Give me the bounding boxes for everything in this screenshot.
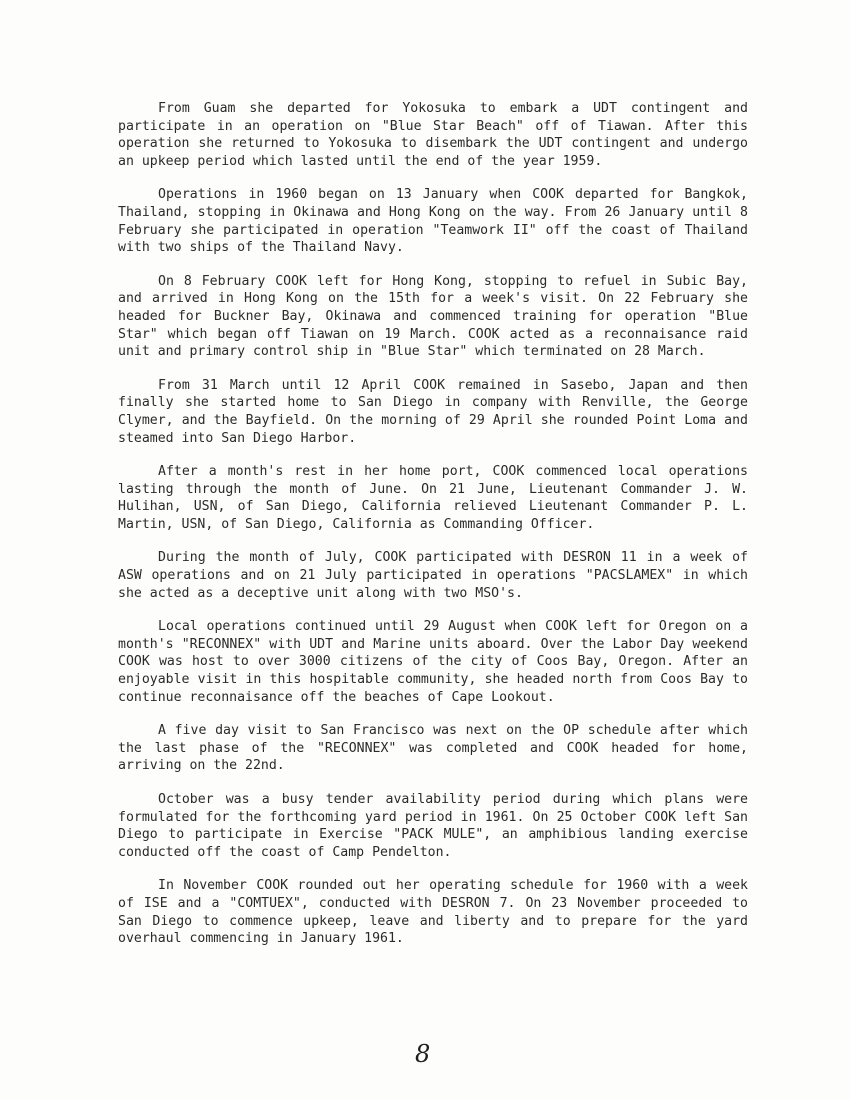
paragraph-sasebo-return: From 31 March until 12 April COOK remained in Sasebo, Japan and then finally she started home to San Diego in company with Renville, the George Clymer, and the Bayfield. On the morning of 29 April she rounded Point Loma and steamed into San Diego Harbor.: [118, 377, 748, 446]
body-text: [118, 100, 748, 964]
paragraph-november-schedule: In November COOK rounded out her operating schedule for 1960 with a week of ISE and a "COMTUEX", conducted with DESRON 7. On 23 November proceeded to San Diego to commence upkeep, leave and liberty and to prepare for the yard overhaul commencing in January 1961.: [118, 878, 748, 947]
paragraph-san-francisco: A five day visit to San Francisco was next on the OP schedule after which the last phase of the "RECONNEX" was completed and COOK headed for home, arriving on the 22nd.: [118, 723, 748, 774]
paragraph-hong-kong: On 8 February COOK left for Hong Kong, stopping to refuel in Subic Bay, and arrived in Hong Kong on the 15th for a week's visit. On 22 February she headed for Buckner Bay, Okinawa and commenced training for operation "Blue Star" which began off Tiawan on 19 March. COOK acted as a reconnaisance raid unit and primary control ship in "Blue Star" which terminated on 28 March.: [118, 273, 748, 360]
page-number: 8: [415, 1040, 431, 1068]
paragraph-october-tender: October was a busy tender availability period during which plans were formulated for the forthcoming yard period in 1961. On 25 October COOK left San Diego to participate in Exercise "PACK MULE", an amphibious landing exercise conducted off the coast of Camp Pendelton.: [118, 792, 748, 860]
paragraph-oregon-reconnex: Local operations continued until 29 August when COOK left for Oregon on a month's "RECONNEX" with UDT and Marine units aboard. Over the Labor Day weekend COOK was host to over 3000 citizens of the city of Coos Bay, Oregon. After an enjoyable visit in this hospitable community, she headed north from Coos Bay to continue reconnaisance off the beaches of Cape Lookout.: [118, 619, 748, 705]
paragraph-guam-yokosuka: From Guam she departed for Yokosuka to embark a UDT contingent and participate in an operation on "Blue Star Beach" off of Tiawan. After this operation she returned to Yokosuka to disembark the UDT contingent and undergo an upkeep period which lasted until the end of the year 1959.: [118, 101, 748, 169]
paragraph-operations-1960: Operations in 1960 began on 13 January when COOK departed for Bangkok, Thailand, stopping in Okinawa and Hong Kong on the way. From 26 January until 8 February she participated in operation "Teamwork II" off the coast of Thailand with two ships of the Thailand Navy.: [118, 187, 748, 256]
paragraph-july-desron: During the month of July, COOK participated with DESRON 11 in a week of ASW operations and on 21 July participated in operations "PACSLAMEX" in which she acted as a deceptive unit along with two MSO's.: [118, 550, 748, 601]
paragraph-home-port: After a month's rest in her home port, COOK commenced local operations lasting through the month of June. On 21 June, Lieutenant Commander J. W. Hulihan, USN, of San Diego, California relieved Lieutenant Commander P. L. Martin, USN, of San Diego, California as Commanding Officer.: [118, 464, 748, 532]
